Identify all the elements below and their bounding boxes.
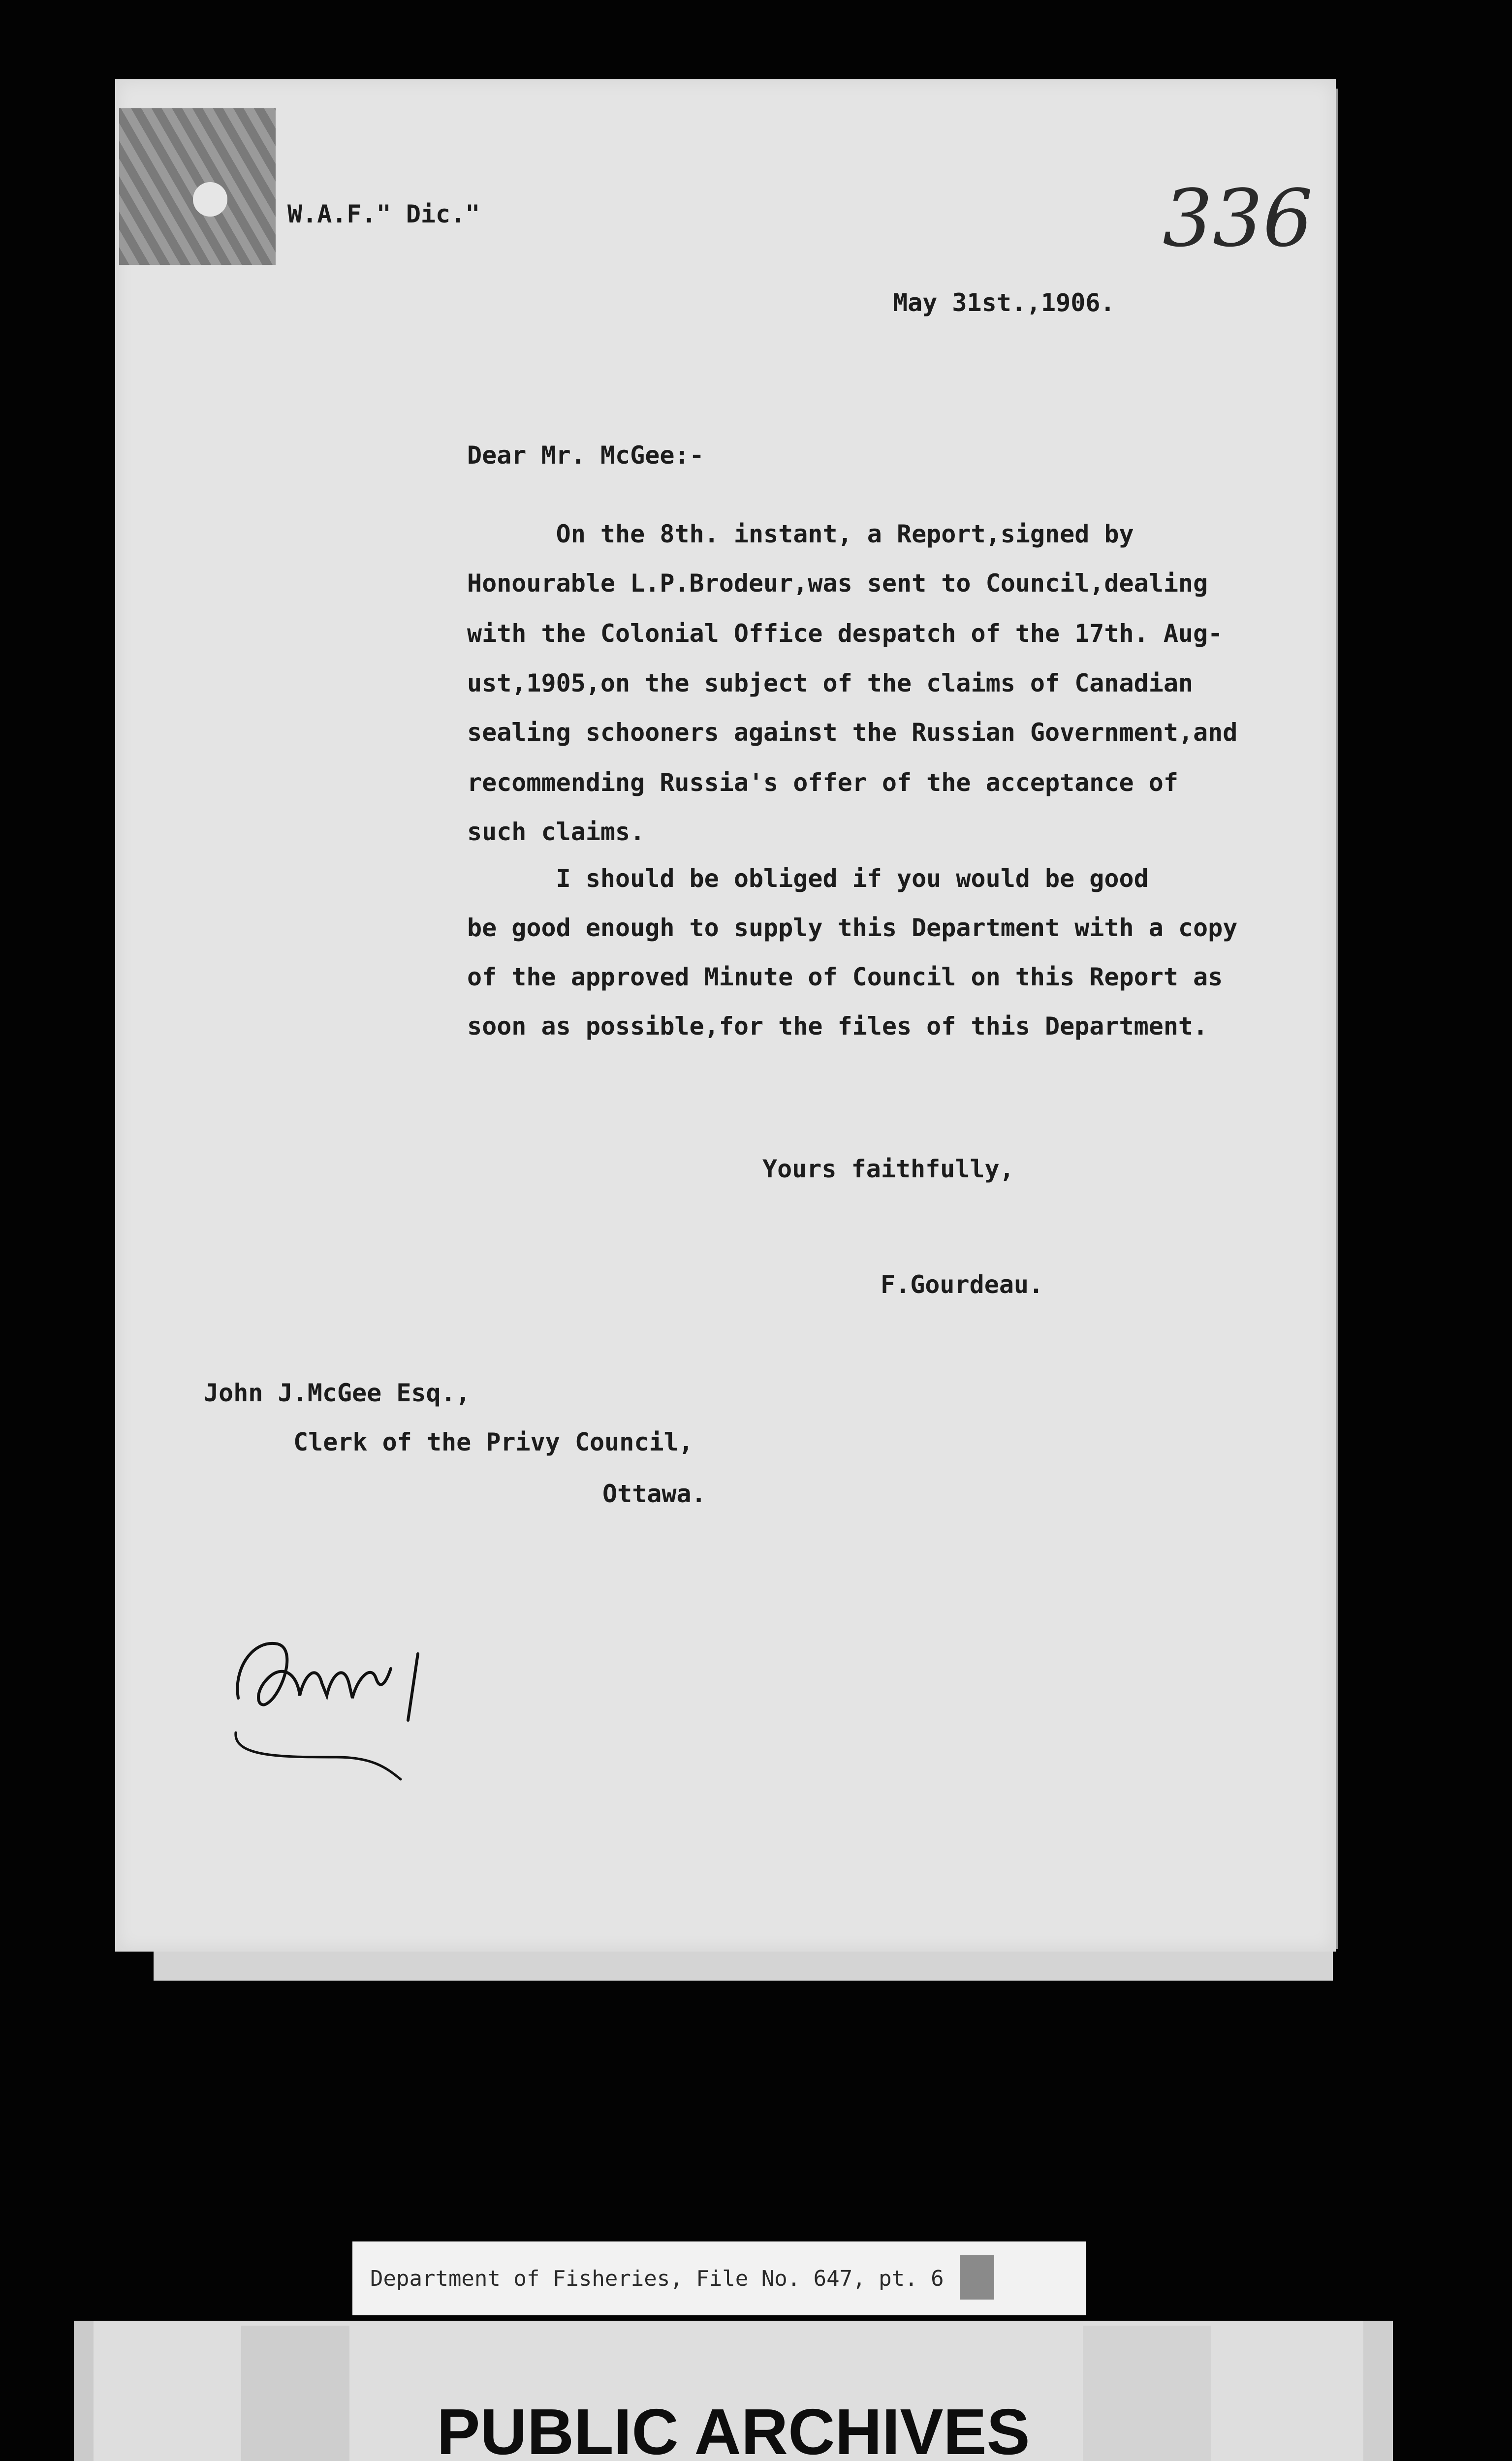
- letter-page: [115, 79, 1336, 1952]
- body-line: I should be obliged if you would be good: [467, 864, 1149, 893]
- body-line: sealing schooners against the Russian Government,and: [467, 718, 1238, 747]
- body-line: with the Colonial Office despatch of the 17th. Aug-: [467, 619, 1223, 648]
- archives-plate: [74, 2321, 1393, 2461]
- closing: Yours faithfully,: [762, 1155, 1014, 1183]
- corner-stamp: [119, 108, 276, 265]
- body-line: ust,1905,on the subject of the claims of Canadian: [467, 669, 1194, 697]
- page-number: 336: [1163, 172, 1313, 264]
- body-line: recommending Russia's offer of the acceptance of: [467, 768, 1178, 797]
- body-line: be good enough to supply this Department with a copy: [467, 914, 1238, 942]
- salutation: Dear Mr. McGee:-: [467, 441, 704, 470]
- body-line: such claims.: [467, 818, 645, 846]
- body-line: of the approved Minute of Council on this Report as: [467, 963, 1223, 991]
- reference-line: W.A.F." Dic.": [287, 200, 480, 228]
- addressee-city: Ottawa.: [602, 1480, 706, 1508]
- letter-date: May 31st.,1906.: [893, 288, 1115, 317]
- addressee-title: Clerk of the Privy Council,: [293, 1428, 693, 1456]
- signer-name: F.Gourdeau.: [881, 1270, 1044, 1299]
- plate-title-english: PUBLIC ARCHIVES: [437, 2396, 1030, 2461]
- caption-strip: [352, 2241, 1086, 2315]
- body-line: Honourable L.P.Brodeur,was sent to Council,dealing: [467, 569, 1208, 598]
- body-line: soon as possible,for the files of this Department.: [467, 1012, 1208, 1041]
- file-reference-caption: Department of Fisheries, File No. 647, pt. 6: [370, 2266, 944, 2291]
- punch-hole: [193, 182, 227, 217]
- handwritten-initials: [223, 1609, 479, 1797]
- body-line: On the 8th. instant, a Report,signed by: [467, 520, 1134, 548]
- addressee-name: John J.McGee Esq.,: [204, 1379, 471, 1407]
- caption-mark: [960, 2255, 994, 2300]
